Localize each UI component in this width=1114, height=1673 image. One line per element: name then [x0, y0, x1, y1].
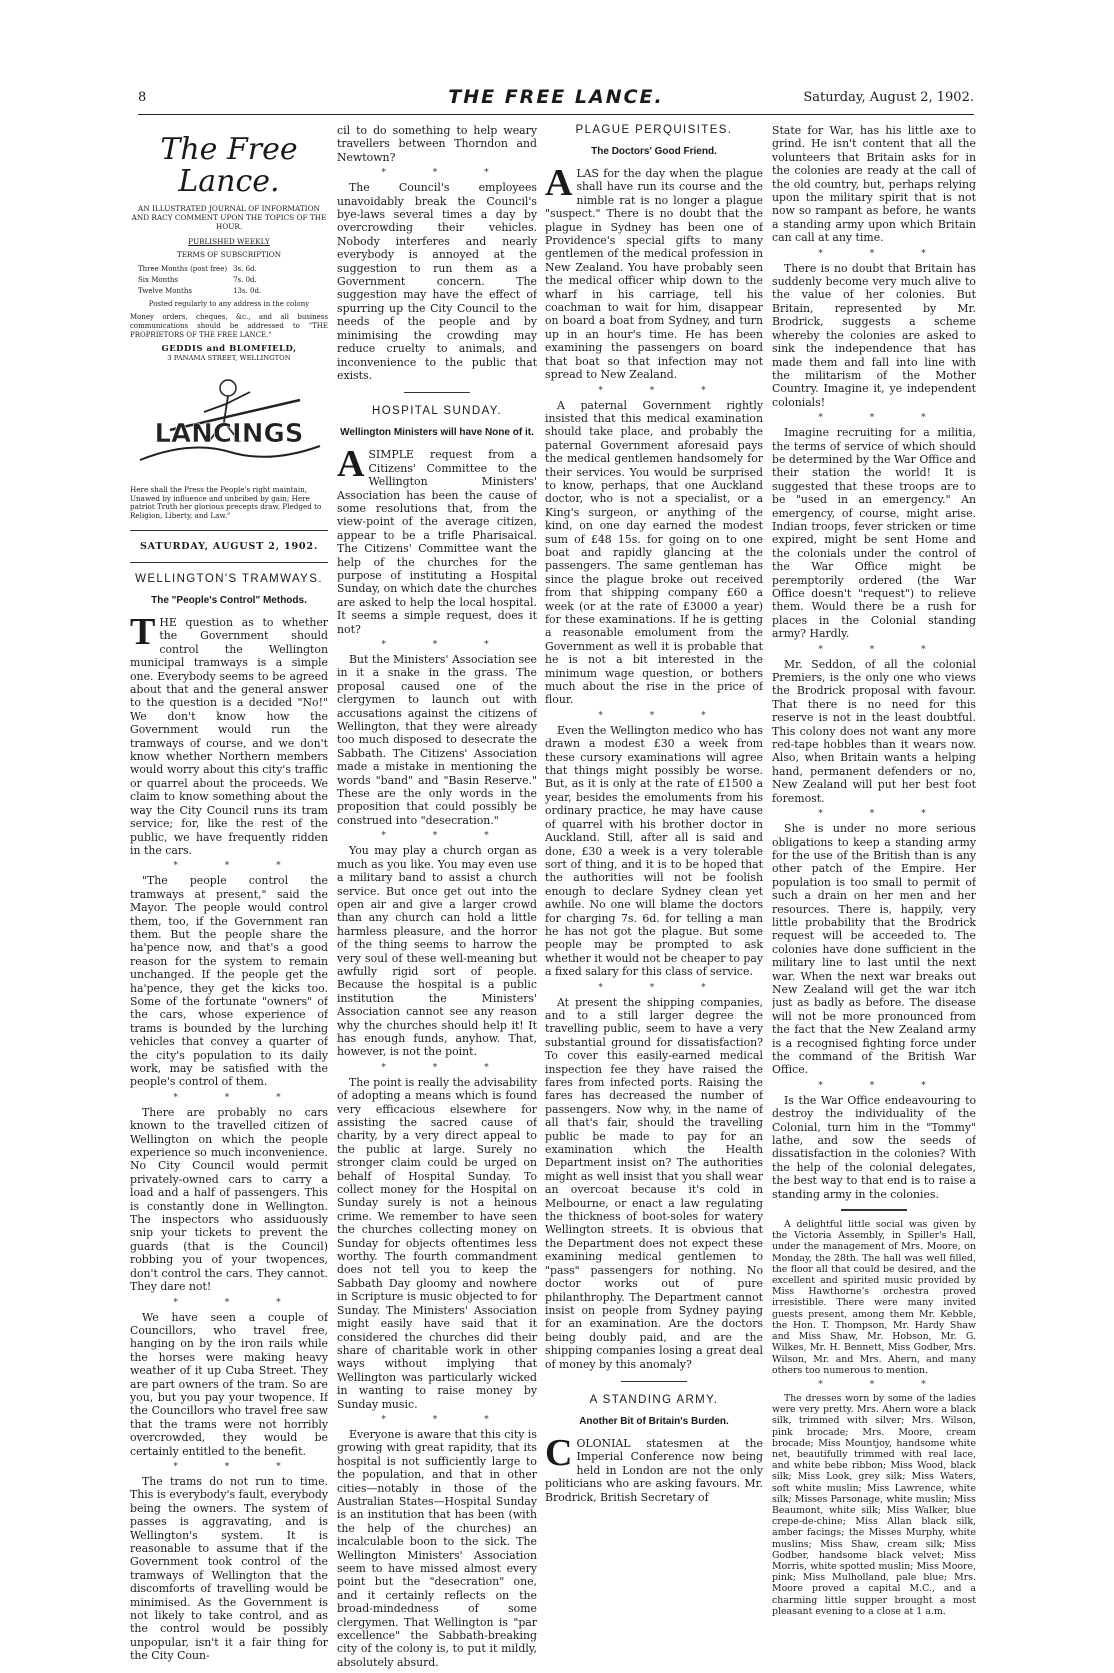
army-paragraph: She is under no more serious obligations to keep a standing army for the use of the British than is any other patch of the Empire. Her population is too small to permit of such a drain on her men and her resources. There is, happily, very little probability that the Brodrick request will be acceeded to. The colonies have done sufficient in the military line to last until the next war. When the next war breaks out New Zealand will get the war itch just as badly as before. The disease will not be more pronounced from the fact that the New Zealand army is a recognised fighting force under the command of the British War Office. [772, 822, 976, 1077]
plague-paragraph [545, 162, 763, 382]
social-paragraph: A delightful little social was given by the Victoria Assembly, in Spiller's Hall, under the management of Mrs. Moore, on Monday, the 28th. The hall was well filled, the floor all that could be desired, and the excellent and spirited music provided by Miss Hawthorne's orchestra proved irresistible. There were many invited guests present, among them Mr. Kebble, the Hon. T. Thompson, Mr. Hardy Shaw and Miss Shaw, Mr. Hobson, Mr. G. Wilkes, Mr. H. Bennett, Miss Godber, Mrs. Wilson, Mr. and Mrs. Ahern, and many others too numerous to mention. [772, 1219, 976, 1376]
tramways-paragraph: There are probably no cars known to the travelled citizen of Wellington on which the people experience so much inconvenience. No City Council would permit privately-owned cars to carry a load and a half of passengers. This is constantly done in Wellington. The inspectors who assiduously snip your tickets to prevent the guards (that is the Council) robbing you of your twopences, don't control the cars. They cannot. They dare not! [130, 1105, 328, 1294]
column-3 [545, 124, 763, 1508]
tramways-paragraph: We have seen a couple of Councillors, who travel free, hanging on by the iron rails while the horses were making heavy weather of it up Cuba Street. They are part owners of the tram. So are you, but you pay your twopence. If the Councillors who travel free saw that the trams were not horribly overcrowded, they would be certainly entitled to the benefit. [130, 1310, 328, 1458]
lancings-label: LANCINGS [154, 419, 304, 449]
column-2 [337, 124, 537, 1673]
hospital-paragraph: The point is really the advisability of adopting a means which is found very efficacious elsewhere for assisting the sacred cause of charity, by a very direct appeal to the public at large. Surely no stronger claim could be urged on behalf of Hospital Sunday. To collect money for the Hospital on Sunday surely is not a heinous crime. We remember to have seen the churches collecting money on Sunday for objects oftentimes less worthy. The fourth commandment does not tell you to keep the Sabbath Day gloomy and nowhere in Scripture is music objected to for Sunday. The Ministers' Association might easily have said that it considered the churches did their share of charitable work in other ways without implying that Wellington was particularly wicked in wanting to raise money by Sunday music. [337, 1075, 537, 1411]
section-stars: * * * [598, 982, 728, 993]
paragraph-text: LAS for the day when the plague shall have run its course and the nimble rat is no longer a plague "suspect." There is no doubt that the plague in Sydney has been one of Providence's special gifts to many gentlemen of the medical profession in New Zealand. You have probably seen the medical officer whip down to the wharf in his carriage, tell his coachman to wait for him, disappear on board a boat from Sydney, and turn up in an hour's time. He has been examining the passengers on board that boat so that infection may not spread to New Zealand. [545, 167, 763, 382]
paragraph-text: OLONIAL statesmen at the Imperial Conference now being held in London are not the only politicians who are asking favours. Mr. Brodrick, British Secretary of [545, 1436, 763, 1504]
publisher-address: 3 PANAMA STREET, WELLINGTON [167, 354, 291, 362]
tramways-paragraph: The Council's employees unavoidably break the Council's bye-laws several times a day by overcrowding their vehicles. Nobody interferes and nearly everybody is annoyed at the suggestion to run them as a Government concern. The suggestion may have the effect of spurring up the City Council to the needs of the people and by minimising the crowding may reduce cruelty to animals, and inconvenience to the public that exists. [337, 181, 537, 382]
drop-cap: A [337, 443, 365, 486]
section-stars: * * * [598, 710, 728, 721]
plague-paragraph: At present the shipping companies, and to a still larger degree the travelling public, seem to have a very substantial ground for dissatisfaction? To cover this easily-earned medical inspection fee they have raised the fares from infected ports. Raising the fares has decreased the number of passengers. Now why, in the name of all that's fair, should the travelling public be made to pay for an examination which the Health Department insist on? The authorities might as well insist that you shall wear an overcoat because it's cold in Melbourne, or enact a law regulating the thickness of boot-soles for watery Wellington streets. It is obvious that the Department does not expect these examining medical gentlemen to "pass" passengers for nothing. No doctor works out of pure philanthrophy. The Department cannot insist on people from Sydney paying for an examination. Are the doctors being doubly paid, and are the shipping companies losing a great deal of money by this anomaly? [545, 995, 763, 1371]
tramways-title: WELLINGTON'S TRAMWAYS. [135, 573, 323, 585]
tramways-subtitle: The "People's Control" Methods. [151, 595, 307, 606]
section-stars: * * * [173, 1297, 303, 1308]
section-stars: * * * [381, 1062, 511, 1073]
army-subtitle: Another Bit of Britain's Burden. [579, 1415, 729, 1427]
section-stars: * * * [381, 831, 511, 842]
plague-subtitle: The Doctors' Good Friend. [591, 146, 717, 157]
army-paragraph: Imagine recruiting for a militia, the terms of service of which should be determined by the War Office and their station the world! It is suggested that these troops are to be "used in an emergency." An emergency, of course, might arise. Indian troops, fever stricken or time expired, might be sent Home and the colonials under the control of the War Office might be peremptorily ordered (the War Office doesn't "request") to relieve them. Would there be a rush for places in the Colonial standing army? Hardly. [772, 426, 976, 641]
hospital-title: HOSPITAL SUNDAY. [372, 405, 502, 418]
terms-label: Three Months (post free) [138, 265, 228, 273]
terms-label: Six Months [138, 276, 179, 284]
section-stars: * * * [818, 413, 948, 424]
column-1 [130, 124, 328, 1667]
section-stars: * * * [173, 861, 303, 872]
drop-cap: A [545, 162, 573, 204]
published-weekly: PUBLISHED WEEKLY [188, 237, 270, 246]
divider [404, 392, 470, 393]
paragraph-text: SIMPLE request from a Citizens' Committee to the Wellington Ministers' Association has been the cause of some resolutions that, from the view-point of the average citizen, appear to be a trifle Pharisaical. The Citizens' Committee want the help of the churches for the purpose of instituting a Hospital Sunday, on which date the churches are asked to help the local hospital. It seems a simple request, does it not? [337, 448, 537, 636]
business-note: Money orders, cheques, &c., and all business communications should be addressed to "THE PROPRIETORS OF THE FREE LANCE." [130, 313, 328, 339]
header-date: Saturday, August 2, 1902. [803, 90, 974, 105]
lancings-drawing [130, 370, 328, 480]
page-header [138, 86, 974, 115]
drop-cap: C [545, 1431, 573, 1474]
publishers: GEDDIS and BLOMFIELD, [161, 344, 297, 354]
terms-label: Twelve Months [138, 287, 192, 295]
social-paragraph: The dresses worn by some of the ladies were very pretty. Mrs. Ahern wore a black silk, trimmed with silver; Mrs. Wilson, pink brocade; Mrs. Moore, cream brocade; Miss Mountjoy, handsome white net, beautifully trimmed with real lace, and white bebe ribbon; Miss Wood, black silk; Miss Look, grey silk; Miss Waters, soft white muslin; Miss Lawrence, white silk; Misses Parsonage, white muslin; Miss Beaumont, white silk; Miss Walker, blue crepe-de-chine; Miss Allan black silk, amber facings; the Misses Murphy, white muslins; Miss Shaw, cream silk; Miss Godber, handsome black velvet; Miss Morris, white spotted muslin; Miss Moore, pink; Miss Mulholland, pale blue; Mrs. Moore proved a capital M.C., and a charming little supper brought a most pleasant evening to a close at 1 a.m. [772, 1392, 976, 1617]
army-paragraph: There is no doubt that Britain has suddenly become very much alive to the value of her colonies. But Britain, represented by Mr. Brodrick, suggests a scheme whereby the colonies are asked to sink the independence that has made them and fall into line with the militarism of the Mother Country. Imagine it, ye independent colonials! [772, 261, 976, 409]
figure-head [220, 380, 236, 396]
army-title: A STANDING ARMY. [589, 1393, 719, 1406]
army-paragraph: Mr. Seddon, of all the colonial Premiers, is the only one who views the Brodrick proposal with favour. That there is no need for this reserve is not in the least doubtful. This colony does not want any more red-tape hobbles than it wears now. Also, when Britain wants a helping hand, permanent defenders or no, New Zealand will put her best foot foremost. [772, 657, 976, 805]
section-stars: * * * [818, 1080, 948, 1091]
section-stars: * * * [173, 1461, 303, 1472]
column-4 [772, 124, 976, 1621]
posted-note: Posted regularly to any address in the colony [148, 300, 310, 308]
section-stars: * * * [818, 809, 948, 820]
plague-paragraph: Even the Wellington medico who has drawn a modest £30 a week from these cursory examinations will agree that things might possibly be worse. But, as it is only at the rate of £1500 a year, besides the emoluments from his ordinary practice, he may have cause of quarrel with his brother doctor in Auckland. Still, after all is said and done, £30 a week is a very tolerable sort of thing, and it is to be hoped that the authorities will not be foolish enough to declare Sydney clean yet awhile. No one will blame the doctors for charging 7s. 6d. for telling a man he has not got the plague. But some people may be prompted to ask whether it would not be cheaper to pay a fixed salary for this class of service. [545, 723, 763, 979]
subscription-terms [136, 263, 267, 298]
section-stars: * * * [818, 248, 948, 259]
journal-description: AN ILLUSTRATED JOURNAL OF INFORMATION AND RACY COMMENT UPON THE TOPICS OF THE HOUR. [131, 204, 327, 231]
social-notes [772, 1219, 976, 1617]
terms-price: 13s. 0d. [233, 287, 262, 295]
section-stars: * * * [598, 385, 728, 396]
press-motto: Here shall the Press the People's right maintain, Unawed by influence and unbribed by gain; Here patriot Truth her glorious precepts draw, Pledged to Religion, Liberty, and Law." [130, 485, 322, 520]
free-lance-logo: The Free Lance. [160, 132, 298, 199]
plague-paragraph: A paternal Government rightly insisted that this medical examination should take place, and probably the paternal Government aforesaid pays the medical gentlemen handsomely for their services. You would be surprised to know, perhaps, that one Auckland doctor, who is not a specialist, or a King's surgeon, or anything of the kind, on one day earned the modest sum of £48 15s. for going on to one boat and rapidly glancing at the passengers. The same gentleman has since the plague broke out received from that shipping company £60 a week (or at the rate of £3000 a year) for these examinations. If he is getting a reasonable emolument from the Government as well it is probable that he is not a bit interested in the minimum wage question, or bothers much about the rise in the price of flour. [545, 398, 763, 707]
masthead-title: THE FREE LANCE. [448, 86, 664, 108]
lancings-illustration [130, 370, 328, 480]
tramways-paragraph: "The people control the tramways at present," said the Mayor. The people would control them, too, if the Government ran them. But the people share the ha'pence now, and that's a good reason for the system to remain unchanged. If the people get the ha'pence, they get the kicks too. Some of the fortunate "owners" of the cars, whose experience of trams is bounded by the lurching vehicles that convey a quarter of the city's population to its daily work, may be satisfied with the people's control of them. [130, 874, 328, 1089]
page-number: 8 [138, 90, 147, 105]
divider [621, 1381, 687, 1382]
army-paragraph [545, 1431, 763, 1504]
plague-title: PLAGUE PERQUISITES. [575, 124, 733, 136]
terms-price: 3s. 6d. [233, 265, 257, 273]
paragraph-text: HE question as to whether the Government should control the Wellington municipal tramways is a simple one. Everybody seems to be agreed about that and the general answer to the question is a decided "No!" We don't know how the Government would run the tramways of course, and we don't know whether Northern members would worry about this city's traffic or quarrel about the proceeds. We claim to know something about the way the City Council runs its tram service; for, like the rest of the public, we have frequently ridden in the cars. [130, 616, 328, 857]
section-stars: * * * [173, 1092, 303, 1103]
drop-cap: T [130, 611, 156, 653]
hospital-subtitle: Wellington Ministers will have None of it. [340, 427, 534, 439]
terms-price: 7s. 0d. [233, 276, 257, 284]
tramways-paragraph [130, 611, 328, 857]
section-stars: * * * [818, 644, 948, 655]
section-stars: * * * [381, 168, 511, 179]
section-stars: * * * [381, 640, 511, 650]
tramways-paragraph: cil to do something to help weary travellers between Thorndon and Newtown? [337, 124, 537, 164]
tramways-paragraph: The trams do not run to time. This is everybody's fault, everybody being the owners. The system of passes is aggravating, and is Wellington's system. It is reasonable to assume that if the Government took control of the tramways of Wellington that the discomforts of travelling would be minimised. As the Government is not likely to take control, and as the control would be possibly unpopular, isn't it a fair thing for the City Coun- [130, 1474, 328, 1663]
hospital-paragraph: Everyone is aware that this city is growing with great rapidity, that its hospital is not sufficiently large to the population, and that in other cities—notably in those of the Australian States—Hospital Sunday is an institution that has been (with the help of the churches) an incalculable boon to the sick. The Wellington Ministers' Association seem to have missed almost every point but the "desecration" one, and it certainly reflects on the broad-mindedness of some clergymen. That Wellington is "par excellence" the Sabbath-breaking city of the colony is, to put it mildly, absolutely absurd. [337, 1427, 537, 1669]
army-paragraph: Is the War Office endeavouring to destroy the individuality of the Colonial, turn him in the "Tommy" lathe, and sow the seeds of dissatisfaction in the colonies? With the help of the colonial delegates, the best way to that end is to raise a standing army in the colonies. [772, 1093, 976, 1201]
section-stars: * * * [818, 1379, 948, 1390]
terms-row [138, 265, 265, 274]
hospital-paragraph [337, 443, 537, 636]
terms-row [138, 287, 265, 296]
hospital-paragraph: You may play a church organ as much as you like. You may even use a military band to assist a church service. But once get out into the open air and give a larger crowd than any church can hold a little harmless pleasure, and the horror of the thing seems to harrow the very soul of these well-meaning but awfully rigid sort of people. Because the hospital is a public institution the Ministers' Association cannot see any reason why the churches should help it! It has enough funds, anyhow. That, however, is not the point. [337, 844, 537, 1059]
terms-title: TERMS OF SUBSCRIPTION [176, 250, 282, 259]
section-stars: * * * [381, 1414, 511, 1425]
terms-row [138, 276, 265, 285]
army-paragraph: State for War, has his little axe to grind. He isn't content that all the volunteers that Britain asks for in the colonies are ready at the call of the old country, but, perhaps relying upon the military spirit that is not now so rampant as before, he wants a standing army upon which Britain can call at any time. [772, 124, 976, 245]
divider [841, 1209, 907, 1211]
hospital-paragraph: But the Ministers' Association see in it a snake in the grass. The proposal caused one of the clergymen to launch out with accusations against the citizens of Wellington, that they were already too much disposed to desecrate the Sabbath. The Citizens' Association made a mistake in mentioning the words "band" and "Basin Reserve." These are the only words in the proposition that could possibly be construed into "desecration." [337, 653, 537, 827]
issue-date: SATURDAY, AUGUST 2, 1902. [130, 530, 328, 563]
